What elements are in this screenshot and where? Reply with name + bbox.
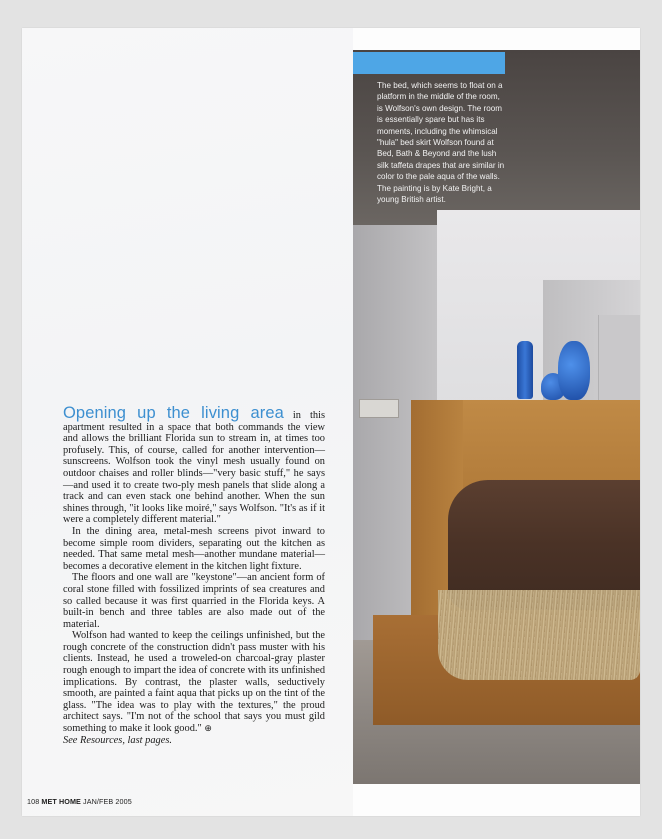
lead-paragraph <box>63 404 326 526</box>
section-headline: Opening up the living area <box>63 404 284 422</box>
page-number: 108 <box>27 797 40 806</box>
folio <box>27 797 132 806</box>
lead-text: in this apartment resulted in a space that both commands the view and allows the brilliant Florida sun to stream in, at times too profusely. This, of course, called for another intervention—sunscreens. Wolfson took the vinyl mesh usually found on outdoor chaises and roller blinds—"very basic stuff," he says—and used it to create two-ply mesh panels that slide along a track and can even stack one behind another. When the sun shines through, "it looks like moiré," says Wolfson. "It's as if it were a completely different material." <box>63 410 326 526</box>
end-mark-icon: ⊕ <box>204 723 212 734</box>
photo-hula-bed-skirt <box>438 590 640 680</box>
photo-blue-vase-large <box>558 341 590 400</box>
photo-light-switch <box>359 399 399 418</box>
body-paragraph <box>63 630 325 734</box>
magazine-name: MET HOME <box>41 797 81 806</box>
photo-blue-vase-tall <box>517 341 533 399</box>
resources-note: See Resources, last pages. <box>63 734 172 746</box>
article-body <box>63 404 326 746</box>
photo-caption: The bed, which seems to float on a platform in the middle of the room, is Wolfson's own design. The room is essentially spare but has its moments, including the whimsical "hula" bed skirt Wolfson found at Bed, Bath & Beyond and the lush silk taffeta drapes that are similar in color to the pale aqua of the walls. The painting is by Kate Bright, a young British artist. <box>377 81 505 205</box>
body-paragraph: The floors and one wall are "keystone"—an ancient form of coral stone filled with fossilized imprints of sea creatures and so called because it was first quarried in the Florida keys. A built-in bench and three tables are also made out of the material. <box>63 572 325 630</box>
body-paragraph: In the dining area, metal-mesh screens pivot inward to become simple room dividers, separating out the kitchen as needed. That same metal mesh—another mundane material—becomes a decorative element in the kitchen light fixture. <box>63 525 325 572</box>
body-paragraph-text: Wolfson had wanted to keep the ceilings unfinished, but the rough concrete of the construction didn't pass muster with his clients. Instead, he used a troweled-on charcoal-gray plaster rough enough to impart the idea of concrete with its unfinished implications. By contrast, the plaster walls, seductively smooth, are painted a faint aqua that picks up on the tint of the glass. "The idea was to play with the textures," the proud architect says. "I'm not of the school that says you must gild something to make it look good." <box>63 630 326 735</box>
caption-tab <box>353 52 505 74</box>
issue-date: JAN/FEB 2005 <box>83 797 132 806</box>
